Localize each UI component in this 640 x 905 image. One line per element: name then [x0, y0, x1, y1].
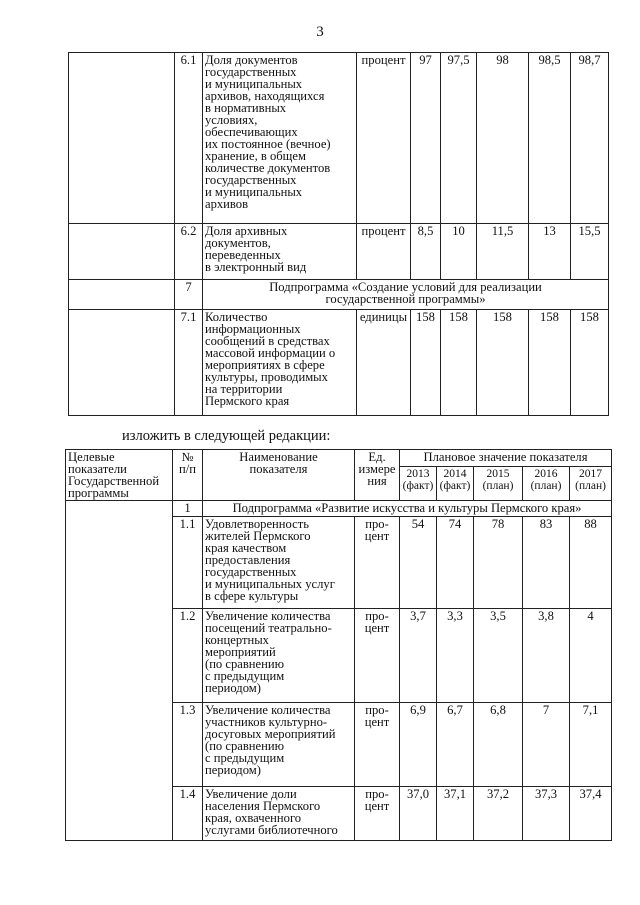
value-cell: 98,5: [529, 53, 571, 224]
value-cell: 13: [529, 224, 571, 280]
top-indicators-table: [68, 52, 609, 416]
row-number: 6.1: [175, 53, 203, 224]
table-row: [69, 53, 609, 224]
value-cell: 78: [474, 517, 523, 609]
value-cell: 6,7: [437, 703, 474, 787]
row-number: 7.1: [175, 310, 203, 416]
value-cell: 83: [523, 517, 570, 609]
goal-cell: [66, 501, 173, 841]
value-cell: 97: [411, 53, 441, 224]
intro-text: изложить в следующей редакции:: [122, 428, 331, 444]
unit-header: Ед. измере ния: [355, 450, 400, 501]
value-cell: 11,5: [477, 224, 529, 280]
value-cell: 4: [570, 609, 612, 703]
value-cell: 158: [411, 310, 441, 416]
indicators-table: [65, 449, 612, 841]
value-cell: 97,5: [441, 53, 477, 224]
value-cell: 3,3: [437, 609, 474, 703]
number-header: № п/п: [173, 450, 203, 501]
value-cell: 8,5: [411, 224, 441, 280]
value-cell: 98,7: [571, 53, 609, 224]
value-cell: 74: [437, 517, 474, 609]
value-cell: 3,7: [400, 609, 437, 703]
goal-cell: [69, 280, 175, 310]
indicator-name: Количество информационных сообщений в средствах массовой информации о мероприятиях в сфере культуры, проводимых на территории Пермского края: [203, 310, 357, 416]
name-header: Наименование показателя: [203, 450, 355, 501]
unit-cell: процент: [357, 224, 411, 280]
value-cell: 88: [570, 517, 612, 609]
year-header: 2014 (факт): [437, 467, 474, 501]
indicator-name: Увеличение количества посещений театрально- концертных мероприятий (по сравнению с предыдущим периодом): [203, 609, 355, 703]
value-cell: 98: [477, 53, 529, 224]
header-row: [66, 450, 612, 467]
value-cell: 7,1: [570, 703, 612, 787]
value-cell: 158: [441, 310, 477, 416]
indicator-name: Увеличение количества участников культурно- досуговых мероприятий (по сравнению с предыдущим периодом): [203, 703, 355, 787]
goal-cell: [69, 224, 175, 280]
year-header: 2016 (план): [523, 467, 570, 501]
value-cell: 3,8: [523, 609, 570, 703]
plan-header: Плановое значение показателя: [400, 450, 612, 467]
goal-header: Целевые показатели Государственной программы: [66, 450, 173, 501]
subprogram-row: [69, 280, 609, 310]
value-cell: 10: [441, 224, 477, 280]
value-cell: 37,0: [400, 787, 437, 841]
indicator-name: Доля документов государственных и муниципальных архивов, находящихся в нормативных условиях, обеспечивающих их постоянное (вечное) хранение, в общем количестве документов государственных и муниципальных архивов: [203, 53, 357, 224]
table-row: [69, 310, 609, 416]
row-number: 1.1: [173, 517, 203, 609]
value-cell: 37,1: [437, 787, 474, 841]
unit-cell: про- цент: [355, 703, 400, 787]
row-number: 1.3: [173, 703, 203, 787]
indicator-name: Доля архивных документов, переведенных в электронный вид: [203, 224, 357, 280]
value-cell: 6,8: [474, 703, 523, 787]
unit-cell: про- цент: [355, 787, 400, 841]
value-cell: 37,3: [523, 787, 570, 841]
value-cell: 54: [400, 517, 437, 609]
value-cell: 158: [571, 310, 609, 416]
value-cell: 158: [477, 310, 529, 416]
value-cell: 6,9: [400, 703, 437, 787]
unit-cell: единицы: [357, 310, 411, 416]
subprogram-number: 7: [175, 280, 203, 310]
table-row: [69, 224, 609, 280]
row-number: 1.2: [173, 609, 203, 703]
unit-cell: процент: [357, 53, 411, 224]
goal-cell: [69, 310, 175, 416]
goal-cell: [69, 53, 175, 224]
year-header: 2017 (план): [570, 467, 612, 501]
value-cell: 15,5: [571, 224, 609, 280]
unit-cell: про- цент: [355, 517, 400, 609]
year-header: 2015 (план): [474, 467, 523, 501]
value-cell: 37,2: [474, 787, 523, 841]
subprogram-title: Подпрограмма «Создание условий для реализации государственной программы»: [203, 280, 609, 310]
value-cell: 37,4: [570, 787, 612, 841]
value-cell: 3,5: [474, 609, 523, 703]
unit-cell: про- цент: [355, 609, 400, 703]
row-number: 6.2: [175, 224, 203, 280]
subprogram-title: Подпрограмма «Развитие искусства и культуры Пермского края»: [203, 501, 612, 517]
value-cell: 158: [529, 310, 571, 416]
subprogram-number: 1: [173, 501, 203, 517]
row-number: 1.4: [173, 787, 203, 841]
year-header: 2013 (факт): [400, 467, 437, 501]
value-cell: 7: [523, 703, 570, 787]
subprogram-row: [66, 501, 612, 517]
page-number: 3: [316, 24, 324, 40]
indicator-name: Удовлетворенность жителей Пермского края качеством предоставления государственных и муниципальных услуг в сфере культуры: [203, 517, 355, 609]
indicator-name: Увеличение доли населения Пермского края, охваченного услугами библиотечного: [203, 787, 355, 841]
